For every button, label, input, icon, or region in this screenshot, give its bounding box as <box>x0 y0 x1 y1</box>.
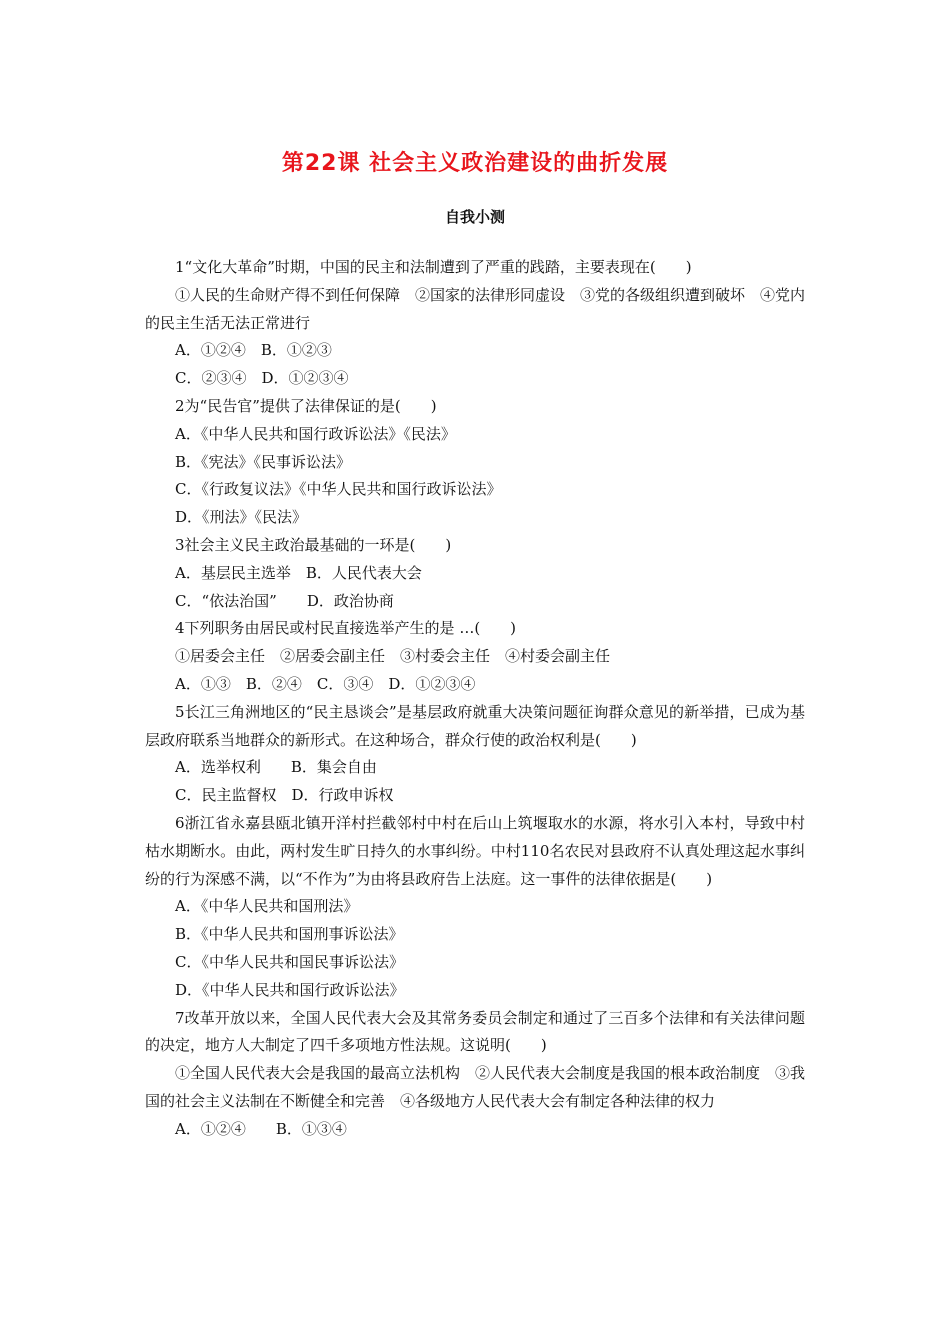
option-line: A．《中华人民共和国行政诉讼法》《民法》 <box>175 424 456 443</box>
option-line: C．民主监督权 D．行政申诉权 <box>175 786 394 805</box>
question-stem: 2为“民告官”提供了法律保证的是( ) <box>175 396 437 415</box>
question-1 <box>145 254 805 393</box>
option-line: D．《中华人民共和国行政诉讼法》 <box>175 980 405 999</box>
question-7 <box>145 1005 805 1144</box>
option-line: C．②③④ D．①②③④ <box>175 369 349 388</box>
option-line: C．《行政复议法》《中华人民共和国行政诉讼法》 <box>175 480 502 499</box>
option-line: A．①③ B．②④ C．③④ D．①②③④ <box>175 674 476 693</box>
option-line: C．“依法治国” D．政治协商 <box>175 591 394 610</box>
option-line: A．《中华人民共和国刑法》 <box>175 897 359 916</box>
question-2 <box>145 393 805 532</box>
option-line: A．选举权利 B．集会自由 <box>175 758 377 777</box>
option-line: A．基层民主选举 B．人民代表大会 <box>175 563 422 582</box>
question-4 <box>145 615 805 698</box>
question-5 <box>145 699 805 810</box>
option-line: D．《刑法》《民法》 <box>175 508 308 527</box>
question-stem: 3社会主义民主政治最基础的一环是( ) <box>175 535 452 554</box>
option-line: B．《中华人民共和国刑事诉讼法》 <box>175 925 404 944</box>
question-stem: 4下列职务由居民或村民直接选举产生的是 …( ) <box>175 619 517 638</box>
option-line: A．①②④ B．①③④ <box>175 1119 347 1138</box>
question-3 <box>145 532 805 615</box>
question-statements: ①居委会主任 ②居委会副主任 ③村委会主任 ④村委会副主任 <box>175 647 611 666</box>
option-line: C．《中华人民共和国民事诉讼法》 <box>175 952 404 971</box>
question-stem: 6浙江省永嘉县瓯北镇开洋村拦截邻村中村在后山上筑堰取水的水源，将水引入本村，导致中村枯水期断水。由此，两村发生旷日持久的水事纠纷。中村110名农民对县政府不认真处理这起水事纠纷的行为深感不满，以“不作为”为由将县政府告上法庭。这一事件的法律依据是( ) <box>145 813 805 888</box>
section-subtitle: 自我小测 <box>444 208 505 226</box>
question-stem: 1“文化大革命”时期，中国的民主和法制遭到了严重的践踏，主要表现在( ) <box>175 258 692 276</box>
question-stem: 5长江三角洲地区的“民主恳谈会”是基层政府就重大决策问题征询群众意见的新举措，已成为基层政府联系当地群众的新形式。在这种场合，群众行使的政治权利是( ) <box>145 702 805 749</box>
option-line: A．①②④ B．①②③ <box>175 341 332 360</box>
question-stem: 7改革开放以来，全国人民代表大会及其常务委员会制定和通过了三百多个法律和有关法律问题的决定，地方人大制定了四千多项地方性法规。这说明( ) <box>145 1008 805 1055</box>
page-title: 第22课 社会主义政治建设的曲折发展 <box>281 151 669 176</box>
question-list <box>145 254 805 1144</box>
question-6 <box>145 810 805 1005</box>
question-statements: ①全国人民代表大会是我国的最高立法机构 ②人民代表大会制度是我国的根本政治制度 ③我国的社会主义法制在不断健全和完善 ④各级地方人民代表大会有制定各种法律的权力 <box>145 1064 806 1110</box>
option-line: B．《宪法》《民事诉讼法》 <box>175 452 352 471</box>
question-statements: ①人民的生命财产得不到任何保障 ②国家的法律形同虚设 ③党的各级组织遭到破坏 ④党内的民主生活无法正常进行 <box>145 285 806 332</box>
